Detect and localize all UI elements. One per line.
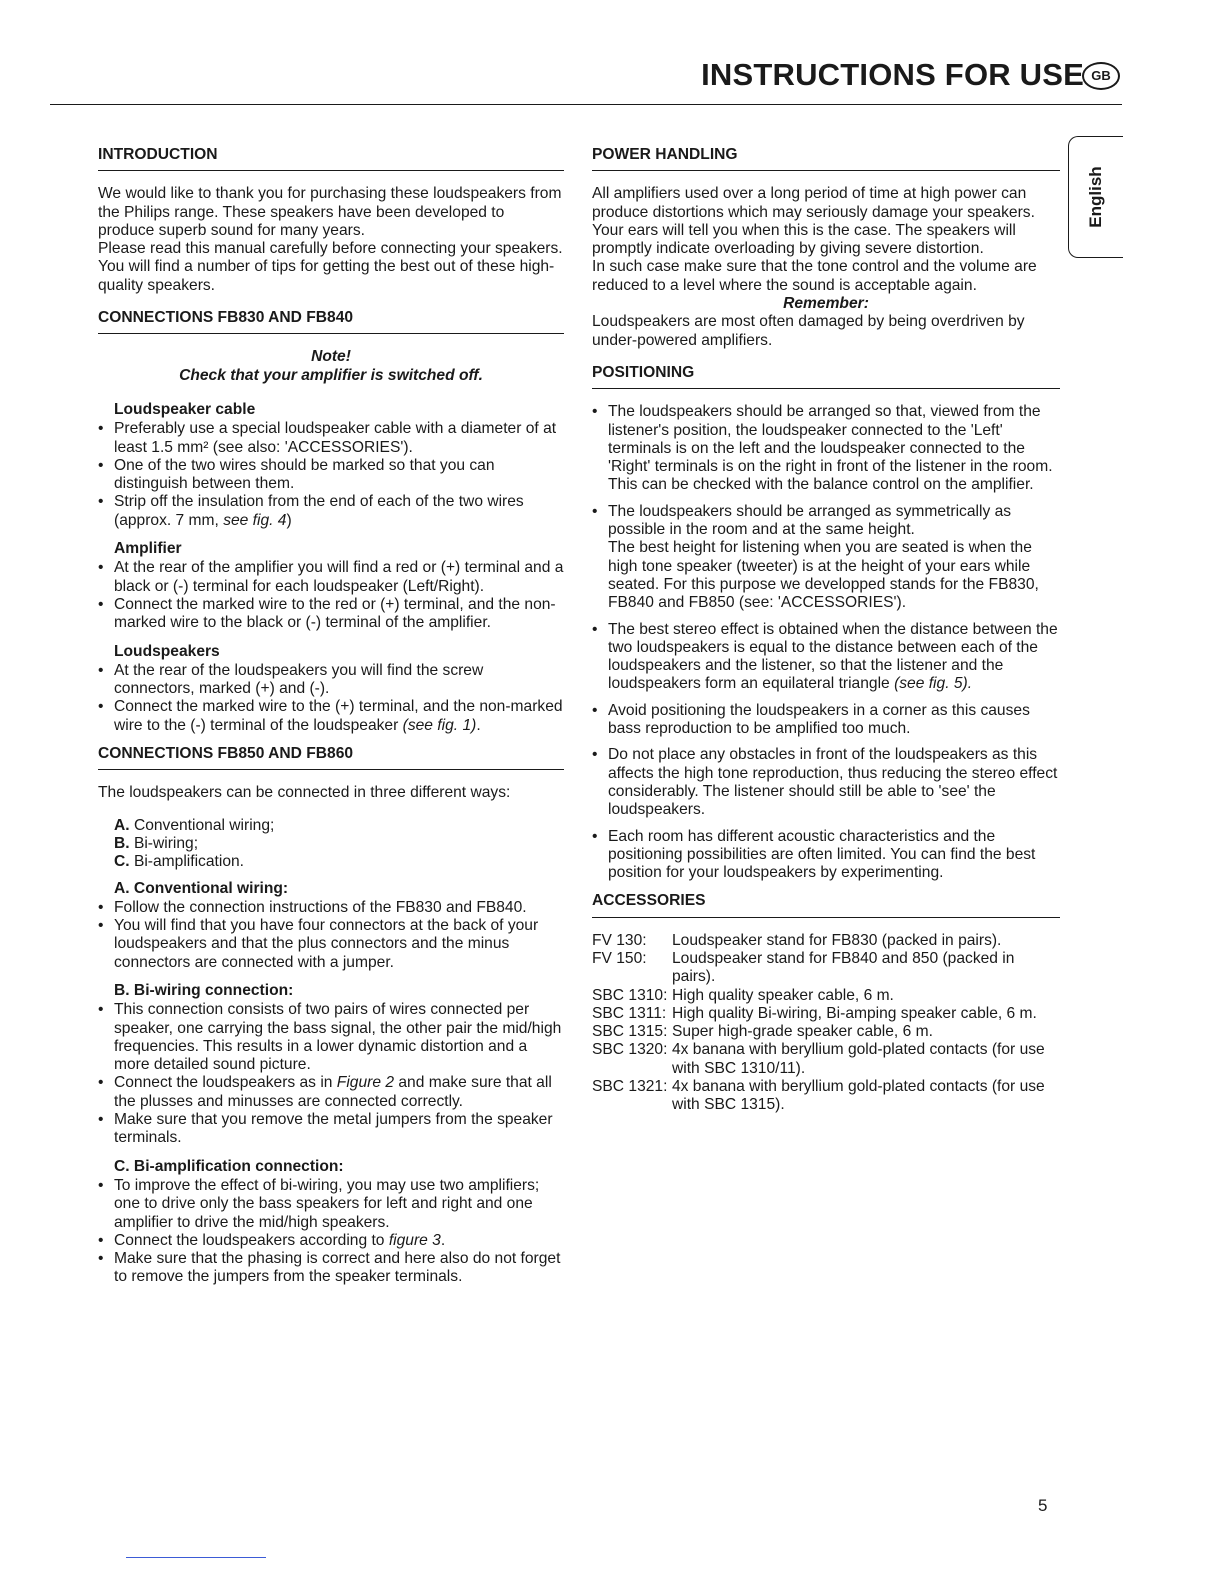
list-item: • The loudspeakers should be arranged so that, viewed from the listener's position, the loudspeaker connected to the 'Left' terminals is on the left and the loudspeaker connected to the 'Right' terminals is on the right in front of the listener in the room. This can be checked with the balance control on the amplifier. [592, 403, 1060, 494]
list-item: • Make sure that you remove the metal jumpers from the speaker terminals. [98, 1111, 564, 1148]
list-item: • Preferably use a special loudspeaker cable with a diameter of at least 1.5 mm² (see also: 'ACCESSORIES'). [98, 420, 564, 457]
accessory-description: Super high-grade speaker cable, 6 m. [672, 1023, 933, 1041]
table-row [592, 1078, 1058, 1115]
introduction-heading: INTRODUCTION [98, 146, 564, 171]
accessory-code: FV 150: [592, 949, 647, 967]
accessories-table [592, 932, 1058, 1115]
accessory-description: 4x banana with beryllium gold-plated contacts (for use with SBC 1315). [672, 1078, 1045, 1114]
introduction-text-2: Please read this manual carefully before connecting your speakers. You will find a number of tips for getting the best out of these high-quality speakers. [98, 240, 563, 294]
accessories-heading: ACCESSORIES [592, 892, 1060, 917]
list-item-text: . [440, 1231, 446, 1249]
connection-ways-intro: The loudspeakers can be connected in three different ways: [98, 784, 511, 802]
cable-subheading: Loudspeaker cable [114, 400, 256, 418]
page-number: 5 [1038, 1496, 1048, 1515]
list-item [98, 1074, 564, 1111]
power-text-2: Your ears will tell you when this is the case. The speakers will promptly indicate overloading by giving severe distortion. [592, 221, 1016, 258]
list-item: • Do not place any obstacles in front of the loudspeakers as this affects the high tone reproduction, thus reducing the stereo effect considerably. The listener should still be able to 'see' the loudspeakers. [592, 746, 1060, 819]
accessory-code: FV 130: [592, 931, 647, 949]
figure-reference: figure 3 [388, 1231, 441, 1249]
language-tab [1068, 136, 1123, 258]
conventional-wiring-subheading: A. Conventional wiring: [114, 879, 289, 897]
loudspeakers-subheading: Loudspeakers [114, 642, 220, 660]
positioning-list [592, 403, 1060, 882]
list-letter: B. [114, 834, 130, 852]
list-item: • At the rear of the loudspeakers you will find the screw connectors, marked (+) and (-). [98, 662, 564, 699]
introduction-text-1: We would like to thank you for purchasing these loudspeakers from the Philips range. These speakers have been developed to produce superb sound for many years. [98, 185, 562, 239]
connection-ways-list [114, 817, 564, 872]
list-item [98, 493, 564, 530]
accessory-description: 4x banana with beryllium gold-plated contacts (for use with SBC 1310/11). [672, 1041, 1045, 1077]
list-item [114, 853, 564, 871]
remember-title: Remember: [783, 295, 869, 313]
connections-fb850-section [98, 745, 564, 1287]
list-item-text: Strip off the insulation from the end of each of the two wires (approx. 7 mm, [114, 493, 524, 529]
page-title: INSTRUCTIONS FOR USE [701, 57, 1084, 92]
accessory-description: Loudspeaker stand for FB840 and 850 (packed in pairs). [672, 949, 1015, 986]
list-item: • Follow the connection instructions of the FB830 and FB840. [98, 899, 564, 917]
remember-text: Loudspeakers are most often damaged by being overdriven by under-powered amplifiers. [592, 313, 1025, 349]
note-text: Check that your amplifier is switched off. [179, 366, 483, 384]
list-item: • You will find that you have four connectors at the back of your loudspeakers and that the plus connectors and the minus connectors are connected with a jumper. [98, 917, 564, 972]
accessory-description: High quality speaker cable, 6 m. [672, 986, 894, 1004]
accessory-description: Loudspeaker stand for FB830 (packed in pairs). [672, 931, 1002, 949]
accessory-code: SBC 1321: [592, 1078, 668, 1096]
list-item: • One of the two wires should be marked so that you can distinguish between them. [98, 457, 564, 494]
accessories-section [592, 892, 1060, 1114]
amplifier-subheading: Amplifier [114, 540, 182, 558]
figure-reference: Figure 2 [336, 1074, 395, 1092]
power-text-1: All amplifiers used over a long period of time at high power can produce distortions which may seriously damage your speakers. [592, 185, 1035, 221]
note-title: Note! [311, 348, 351, 366]
list-item: • At the rear of the amplifier you will find a red or (+) terminal and a black or (-) terminal for each loudspeaker (Left/Right). [98, 559, 564, 596]
list-item-text: and make sure that all the plusses and minusses are connected correctly. [114, 1074, 552, 1110]
list-letter: C. [114, 853, 130, 871]
list-item: • Connect the marked wire to the red or (+) terminal, and the non-marked wire to the black or (-) terminal of the amplifier. [98, 596, 564, 633]
language-tab-label: English [1085, 166, 1105, 228]
list-item: • Avoid positioning the loudspeakers in a corner as this causes bass reproduction to be amplified too much. [592, 702, 1060, 739]
accessory-code: SBC 1310: [592, 986, 668, 1004]
list-item: • Make sure that the phasing is correct and here also do not forget to remove the jumpers from the speaker terminals. [98, 1250, 564, 1287]
table-row [592, 1023, 1058, 1041]
note-box [98, 348, 564, 385]
cable-list [98, 420, 564, 530]
list-item [98, 1232, 564, 1250]
header-divider [50, 104, 1122, 105]
table-row [592, 1041, 1058, 1078]
list-item: • To improve the effect of bi-wiring, you may use two amplifiers; one to drive only the bass speakers for left and right and one amplifier to drive the mid/high speakers. [98, 1177, 564, 1232]
list-item-text: The best stereo effect is obtained when the distance between the two loudspeakers is equal to the distance between each of the loudspeakers and the listener, so that the listener and the loudspeakers form an equilateral triangle [608, 620, 1058, 693]
list-item: • Each room has different acoustic characteristics and the positioning possibilities are often limited. You can find the best position for your loudspeakers by experimenting. [592, 828, 1060, 883]
power-handling-heading: POWER HANDLING [592, 146, 1060, 171]
accessory-code: SBC 1320: [592, 1041, 668, 1059]
connections-fb830-heading: CONNECTIONS FB830 AND FB840 [98, 309, 564, 334]
accessory-description: High quality Bi-wiring, Bi-amping speaker cable, 6 m. [672, 1004, 1037, 1022]
list-item-text: Bi-amplification. [133, 853, 244, 871]
positioning-section [592, 364, 1060, 882]
table-row [592, 987, 1058, 1005]
figure-reference: see fig. 4 [223, 511, 287, 529]
loudspeakers-list [98, 662, 564, 735]
figure-reference: (see fig. 1) [402, 716, 477, 734]
footer-divider [126, 1557, 266, 1558]
accessory-code: SBC 1311: [592, 1004, 667, 1022]
table-row [592, 1005, 1058, 1023]
list-item-text: Conventional wiring; [133, 816, 275, 834]
list-item [114, 817, 564, 835]
connections-fb850-heading: CONNECTIONS FB850 AND FB860 [98, 745, 564, 770]
list-item-text: Connect the loudspeakers as in [114, 1074, 333, 1092]
introduction-section [98, 146, 564, 295]
bi-amplification-subheading: C. Bi-amplification connection: [114, 1157, 344, 1175]
list-item-text: The best height for listening when you are seated is when the high tone speaker (tweeter) is at the height of your ears while seated. For this purpose we developped stands for the FB830, FB840 and FB850 (see: 'ACCESSORIES'). [608, 539, 1039, 612]
list-item: • This connection consists of two pairs of wires connected per speaker, one carrying the bass signal, the other pair the mid/high frequencies. This results in a lower dynamic distortion and a more detailed sound picture. [98, 1001, 564, 1074]
positioning-heading: POSITIONING [592, 364, 1060, 389]
list-item [98, 698, 564, 735]
power-handling-section [592, 146, 1060, 350]
bi-wiring-list [98, 1001, 564, 1147]
bi-amplification-list [98, 1177, 564, 1287]
list-item-text: Connect the marked wire to the (+) terminal, and the non-marked wire to the (-) terminal of the loudspeaker [114, 698, 563, 734]
accessory-code: SBC 1315: [592, 1023, 668, 1041]
left-column [98, 146, 564, 1297]
right-column [592, 146, 1060, 1125]
list-item [114, 835, 564, 853]
list-item-text: ) [286, 511, 292, 529]
list-letter: A. [114, 816, 130, 834]
table-row [592, 950, 1058, 987]
language-badge: GB [1082, 62, 1120, 90]
list-item [592, 621, 1060, 694]
list-item-text: Connect the loudspeakers according to [114, 1231, 385, 1249]
list-item [592, 503, 1060, 613]
list-item-text: Bi-wiring; [133, 834, 199, 852]
conventional-wiring-list [98, 899, 564, 972]
list-item-text: . [476, 716, 481, 734]
table-row [592, 932, 1058, 950]
figure-reference: (see fig. 5). [894, 675, 973, 693]
list-item-text: • The loudspeakers should be arranged as symmetrically as possible in the room and at the same height. [608, 502, 1012, 539]
power-text-3: In such case make sure that the tone control and the volume are reduced to a level where the sound is acceptable again. [592, 258, 1037, 294]
connections-fb830-section [98, 309, 564, 735]
amplifier-list [98, 559, 564, 632]
bi-wiring-subheading: B. Bi-wiring connection: [114, 981, 294, 999]
